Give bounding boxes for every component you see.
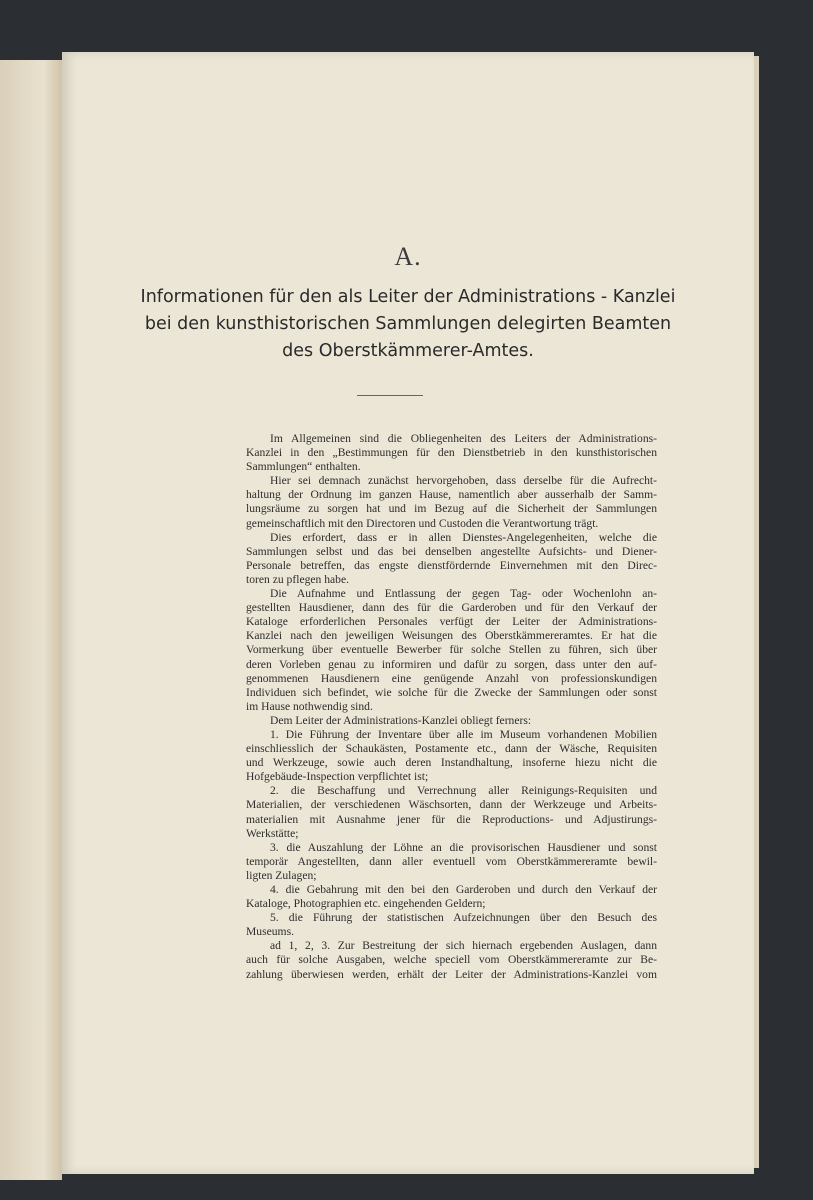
text-line: gemeinschaftlich mit den Directoren und Custoden die Verantwortung trägt. bbox=[246, 516, 599, 530]
text-line: Hofgebäude-Inspection verpflichtet ist; bbox=[246, 770, 429, 784]
text-line: Die Aufnahme und Entlassung der gegen Tag- oder Wochenlohn an- bbox=[270, 587, 657, 601]
paragraph bbox=[246, 587, 657, 714]
text-line: toren zu pflegen habe. bbox=[246, 572, 350, 586]
text-line: ad 1, 2, 3. Zur Bestreitung der sich hiernach ergebenden Auslagen, dann bbox=[270, 939, 657, 953]
text-line: 1. Die Führung der Inventare über alle im Museum vorhandenen Mobilien bbox=[270, 727, 657, 741]
title-line: bei den kunsthistorischen Sammlungen delegirten Beamten bbox=[144, 314, 672, 334]
text-line: 5. die Führung der statistischen Aufzeichnungen über den Besuch des bbox=[270, 911, 657, 925]
text-line: Personale betreffen, das engste dienstfördernde Einvernehmen mit den Direc- bbox=[246, 558, 657, 572]
section-letter: A. bbox=[394, 242, 422, 271]
text-line: Dies erfordert, dass er in allen Dienstes-Angelegenheiten, welche die bbox=[270, 530, 657, 544]
text-line: Werkstätte; bbox=[246, 826, 299, 840]
text-line: Hier sei demnach zunächst hervorgehoben, dass derselbe für die Aufrecht- bbox=[270, 474, 657, 488]
text-line: 4. die Gebahrung mit den bei den Garderoben und durch den Verkauf der bbox=[270, 883, 657, 896]
text-line: im Hause nothwendig sind. bbox=[246, 699, 373, 713]
text-line: temporär Angestellten, dann aller eventuell vom Oberstkämmereramte bewil- bbox=[246, 854, 657, 868]
text-line: Kataloge erforderlichen Personales verfügt der Leiter der Administrations- bbox=[246, 615, 657, 629]
text-line: 3. die Auszahlung der Löhne an die provisorischen Hausdiener und sonst bbox=[270, 840, 657, 854]
paragraph bbox=[246, 432, 657, 474]
body-text bbox=[246, 432, 657, 982]
text-line: auch für solche Ausgaben, welche speciell vom Oberstkämmereramte zur Be- bbox=[246, 953, 657, 967]
text-line: materialien mit Ausnahme jener für die Reproductions- und Adjustirungs- bbox=[246, 812, 657, 826]
title-line: Informationen für den als Leiter der Administrations - Kanzlei bbox=[140, 287, 676, 307]
paragraph bbox=[246, 939, 657, 981]
text-line: Vormerkung über eventuelle Bewerber für solche Stellen zu führen, sich über bbox=[246, 643, 657, 657]
text-line: einschliesslich der Schaukästen, Postamente etc., dann der Wäsche, Requisiten bbox=[246, 742, 657, 756]
text-line: deren Vorleben genau zu informiren und dafür zu sorgen, dass unter den auf- bbox=[246, 657, 657, 671]
paragraph bbox=[246, 841, 657, 883]
text-line: 2. die Beschaffung und Verrechnung aller Reinigungs-Requisiten und bbox=[270, 784, 657, 798]
text-line: Sammlungen selbst und das bei denselben angestellte Aufsichts- und Diener- bbox=[246, 544, 657, 558]
paragraph bbox=[246, 728, 657, 784]
text-line: Museums. bbox=[246, 925, 294, 939]
paragraph bbox=[246, 714, 657, 728]
text-line: Individuen sich befindet, wie solche für die Zwecke der Sammlungen oder sonst bbox=[246, 685, 657, 699]
text-line: Kataloge, Photographien etc. eingehenden Geldern; bbox=[246, 897, 486, 911]
title-divider bbox=[357, 395, 423, 396]
text-line: lungsräume zu sorgen hat und im Bezug auf die Sicherheit der Sammlungen bbox=[246, 502, 657, 516]
title-line: des Oberstkämmerer-Amtes. bbox=[282, 341, 534, 361]
paragraph bbox=[246, 474, 657, 530]
left-page-edge bbox=[0, 60, 62, 1180]
text-line: Im Allgemeinen sind die Obliegenheiten des Leiters der Administrations- bbox=[270, 432, 657, 445]
text-line: Kanzlei in den „Bestimmungen für den Dienstbetrieb in den kunsthistorischen bbox=[246, 446, 657, 460]
text-line: Kanzlei nach den jeweiligen Weisungen des Oberstkämmereramtes. Er hat die bbox=[246, 629, 657, 643]
text-line: haltung der Ordnung im ganzen Hause, namentlich aber ausserhalb der Samm- bbox=[246, 488, 657, 502]
text-line: genommenen Hausdienern eine genügende Anzahl von professionskundigen bbox=[246, 671, 657, 685]
text-line: Materialien, der verschiedenen Wäschsorten, dann der Werkzeuge und Arbeits- bbox=[246, 798, 657, 812]
text-line: und Werkzeuge, sowie auch deren Instandhaltung, insoferne hiezu nicht die bbox=[246, 756, 657, 770]
document-title bbox=[92, 284, 724, 365]
paragraph bbox=[246, 883, 657, 911]
paragraph bbox=[246, 784, 657, 840]
text-line: Dem Leiter der Administrations-Kanzlei obliegt ferners: bbox=[270, 713, 532, 727]
text-line: Sammlungen“ enthalten. bbox=[246, 460, 361, 474]
text-line: zahlung überwiesen werden, erhält der Leiter der Administrations-Kanzlei vom bbox=[246, 967, 657, 981]
document-page bbox=[62, 52, 754, 1174]
paragraph bbox=[246, 531, 657, 587]
text-line: gestellten Hausdiener, dann des für die Garderoben und für den Verkauf der bbox=[246, 601, 657, 615]
paragraph bbox=[246, 911, 657, 939]
text-line: ligten Zulagen; bbox=[246, 868, 317, 882]
